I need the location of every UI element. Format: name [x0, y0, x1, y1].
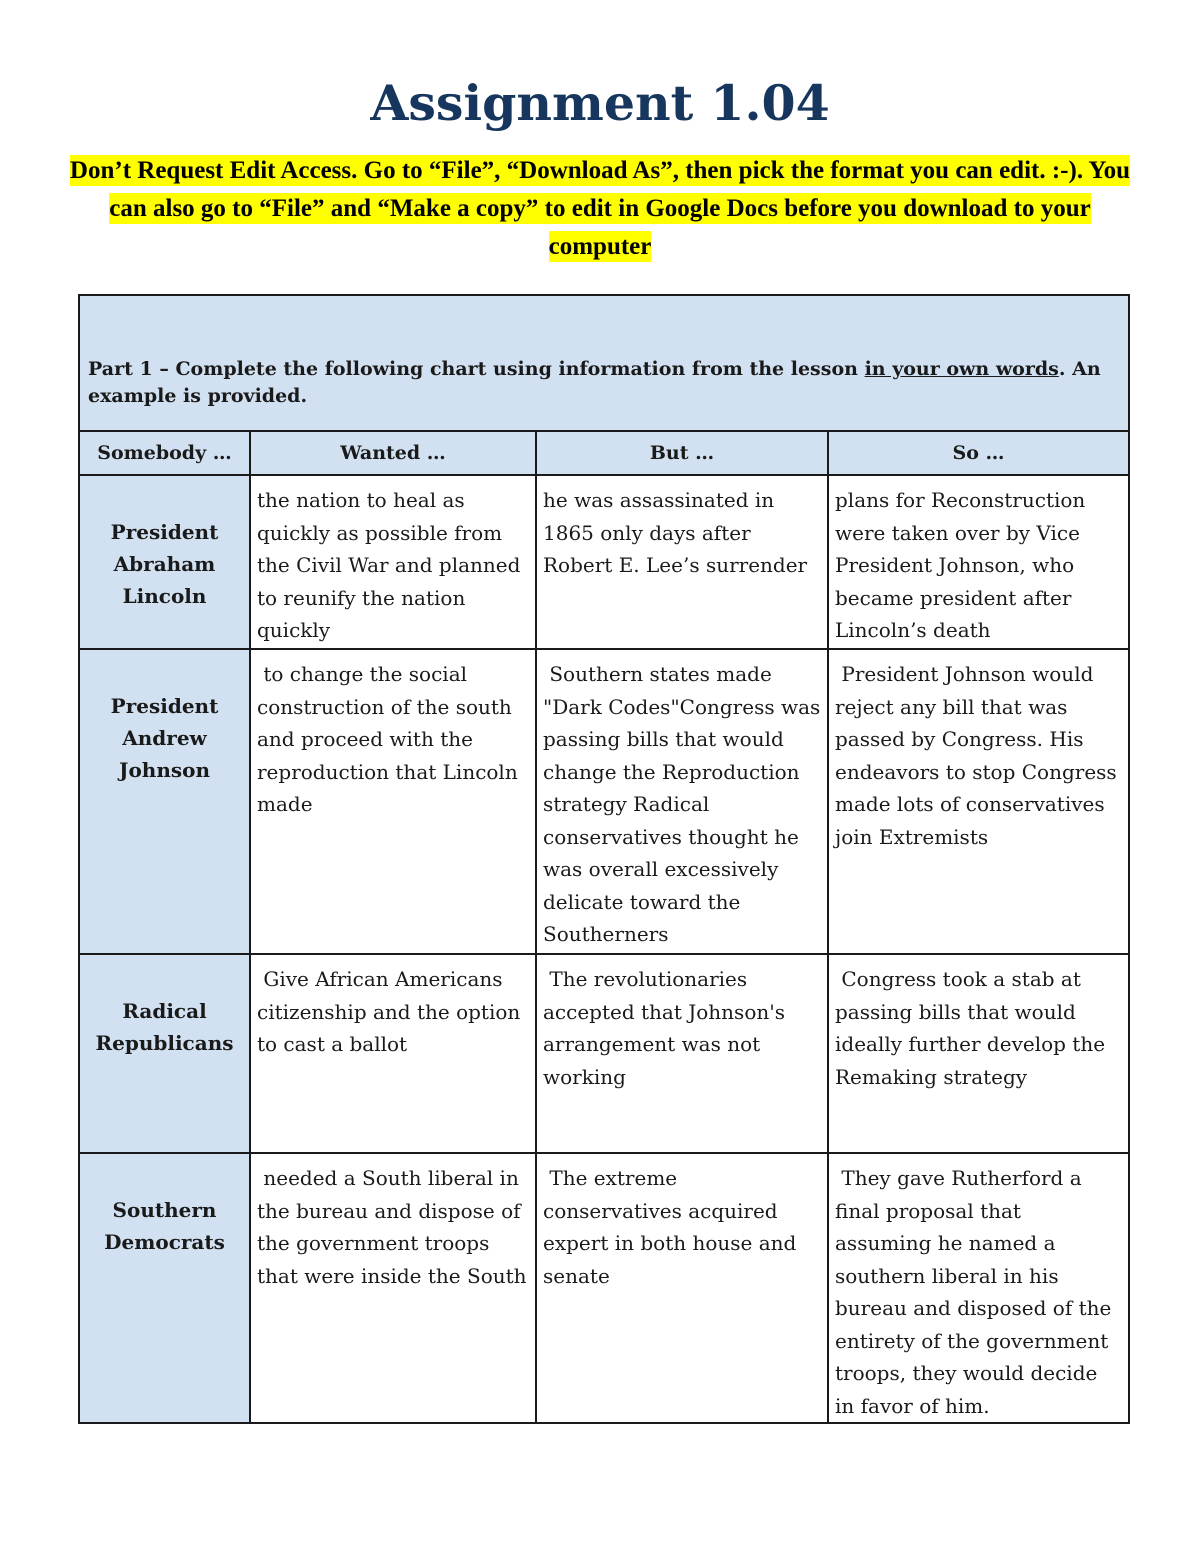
but-cell: he was assassinated in 1865 only days after Robert E. Lee’s surrender [536, 475, 828, 649]
somebody-cell: President Abraham Lincoln [79, 475, 250, 649]
somebody-cell: Southern Democrats [79, 1153, 250, 1423]
instructions-row [79, 295, 1129, 431]
so-cell: President Johnson would reject any bill that was passed by Congress. His endeavors to stop Congress made lots of conservatives join Extremists [828, 649, 1129, 954]
edit-access-notice [60, 152, 1140, 266]
so-cell: plans for Reconstruction were taken over by Vice President Johnson, who became president after Lincoln’s death [828, 475, 1129, 649]
header-wanted: Wanted … [250, 431, 536, 475]
so-cell: Congress took a stab at passing bills that would ideally further develop the Remaking strategy [828, 954, 1129, 1153]
wanted-cell: to change the social construction of the south and proceed with the reproduction that Lincoln made [250, 649, 536, 954]
wanted-cell: the nation to heal as quickly as possible from the Civil War and planned to reunify the nation quickly [250, 475, 536, 649]
so-cell: They gave Rutherford a final proposal that assuming he named a southern liberal in his bureau and disposed of the entirety of the government troops, they would decide in favor of him. [828, 1153, 1129, 1423]
table-row [79, 649, 1129, 954]
but-cell: The extreme conservatives acquired expert in both house and senate [536, 1153, 828, 1423]
instructions-emphasis: in your own words [864, 358, 1059, 380]
header-somebody: Somebody … [79, 431, 250, 475]
notice-text: Don’t Request Edit Access. Go to “File”, “Download As”, then pick the format you can edit. :-). You can also go to “File” and “Make a copy” to edit in Google Docs before you download to your computer [69, 157, 1131, 260]
sbws-chart [78, 294, 1130, 1424]
instructions-tail: . An example is provided. [88, 358, 1101, 407]
somebody-cell: President Andrew Johnson [79, 649, 250, 954]
instructions-cell [79, 295, 1129, 431]
header-row [79, 431, 1129, 475]
table-row [79, 1153, 1129, 1423]
table-row [79, 475, 1129, 649]
header-so: So … [828, 431, 1129, 475]
header-but: But … [536, 431, 828, 475]
assignment-title: Assignment 1.04 [370, 74, 830, 132]
table-row [79, 954, 1129, 1153]
but-cell: Southern states made "Dark Codes"Congress was passing bills that would change the Reproduction strategy Radical conservatives thought he was overall excessively delicate toward the Southerners [536, 649, 828, 954]
instructions-text: Part 1 – Complete the following chart using information from the lesson [88, 358, 865, 380]
but-cell: The revolutionaries accepted that Johnson's arrangement was not working [536, 954, 828, 1153]
wanted-cell: needed a South liberal in the bureau and dispose of the government troops that were inside the South [250, 1153, 536, 1423]
wanted-cell: Give African Americans citizenship and the option to cast a ballot [250, 954, 536, 1153]
somebody-cell: Radical Republicans [79, 954, 250, 1153]
